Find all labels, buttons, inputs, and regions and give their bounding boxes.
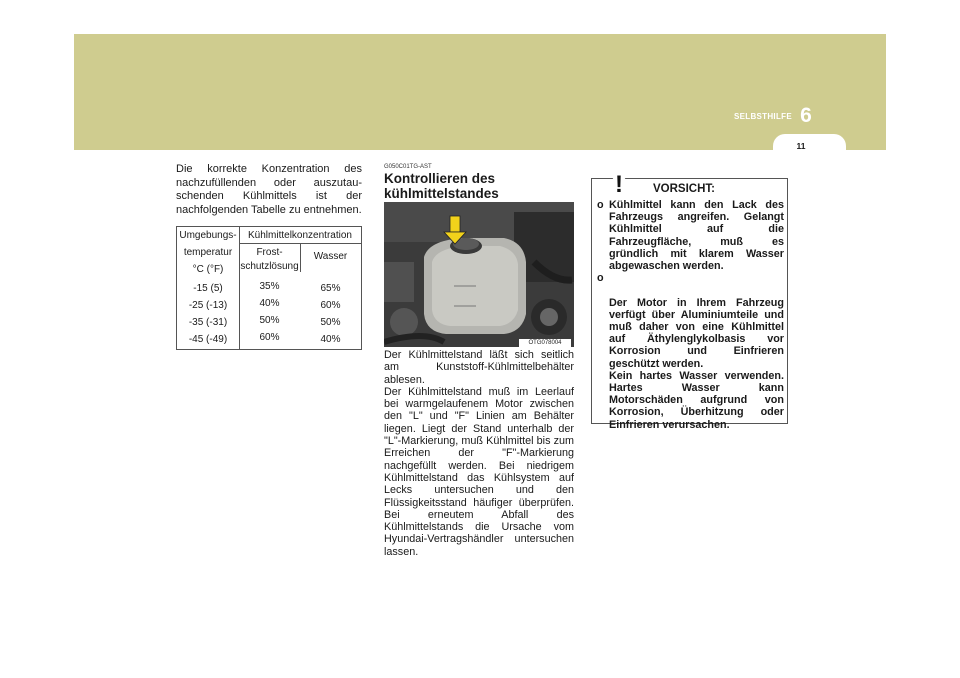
table-cell-water: 50% [320,317,341,328]
table-cell-temp: -35 (-31) [188,317,228,328]
section-code: G050C01TG-AST [384,164,432,170]
table-header-temperature-line1: Umgebungs- [179,230,237,241]
body-paragraph: Der Kühlmittelstand muß im Leerlauf bei warmgelaufenem Motor zwischen den "L" und "F" Linien am Behälter liegen. Liegt der Stand unterhalb der "L"-Markierung, muß Kühlmittel bis zum Erreichen der "F"-Markierung nachgefüllt werden. Bei niedrigem Kühlmittelstand das Kühlsystem auf Lecks untersuchen und den Flüssigkeitsstand häufiger überprüfen. Bei erneutem Abfall des Kühlmittelstands die Ursache vom Hyundai-Vertragshändler untersuchen lassen. [384,385,574,558]
table-header-antifreeze-line2: schutzlösung [240,261,299,272]
body-paragraph: Der Kühlmittelstand läßt sich seitlich am Kunststoff-Kühlmittelbehälter ablesen. [384,349,574,386]
table-header-temperature-line2: temperatur [183,247,233,258]
table-header-water: Wasser [313,251,348,262]
page-number: 11 [796,141,806,151]
svg-text:!: ! [615,171,623,197]
table-cell-water: 40% [320,334,341,345]
bullet-marker: o [597,272,604,285]
warning-triangle-icon [602,167,636,197]
coolant-reservoir-photo [384,202,574,347]
coolant-concentration-table [176,226,362,350]
warning-item [597,272,784,431]
section-title [384,171,584,201]
table-cell-antifreeze: 50% [259,315,280,326]
warning-item-text: Kühlmittel kann den Lack des Fahrzeugs angreifen. Gelangt Kühlmittel auf die Fahrzeugfläche, muß es gründlich mit klarem Wasser abgewaschen werden. [609,199,784,273]
warning-item-text: Der Motor in Ihrem Fahrzeug verfügt über Aluminiumteile und muß daher von eine Kühlmittel auf Äthylenglykolbasis vor Korrosion und Einfrieren geschützt werden. Kein hartes Wasser verwenden. Hartes Wasser kann Motorschäden aufgrund von Korrosion, Überhitzung oder Einfrieren verursachen. [609,296,784,431]
section-title-line1: Kontrollieren des [384,171,496,186]
section-label: SELBSTHILFE [734,112,792,121]
table-header-antifreeze-line1: Frost- [256,247,283,258]
section-body [384,349,574,558]
table-cell-antifreeze: 35% [259,281,280,292]
warning-title: VORSICHT: [653,183,715,195]
table-cell-water: 65% [320,283,341,294]
header-band [74,34,886,150]
table-cell-temp: -15 (5) [193,283,223,294]
table-cell-antifreeze: 60% [259,332,280,343]
intro-paragraph: Die korrekte Konzentration des nachzufüllenden oder auszutau-schenden Kühlmittels ist der nachfolgenden Tabelle zu entnehmen. [176,163,362,216]
photo-code: OTG078004 [519,339,571,348]
table-cell-temp: -25 (-13) [188,300,228,311]
table-bottom-line [177,349,361,350]
warning-item [597,199,784,272]
section-title-line2: kühlmittelstandes [384,186,499,201]
warning-list [597,199,784,431]
engine-bay-illustration [384,202,574,347]
section-number: 6 [800,104,812,127]
table-cell-water: 60% [320,300,341,311]
bullet-marker: o [597,199,604,211]
table-cell-temp: -45 (-49) [188,334,228,345]
table-cell-antifreeze: 40% [259,298,280,309]
table-header-concentration: Kühlmittelkonzentration [248,230,352,241]
table-header-temperature-line3: °C (°F) [192,264,224,275]
